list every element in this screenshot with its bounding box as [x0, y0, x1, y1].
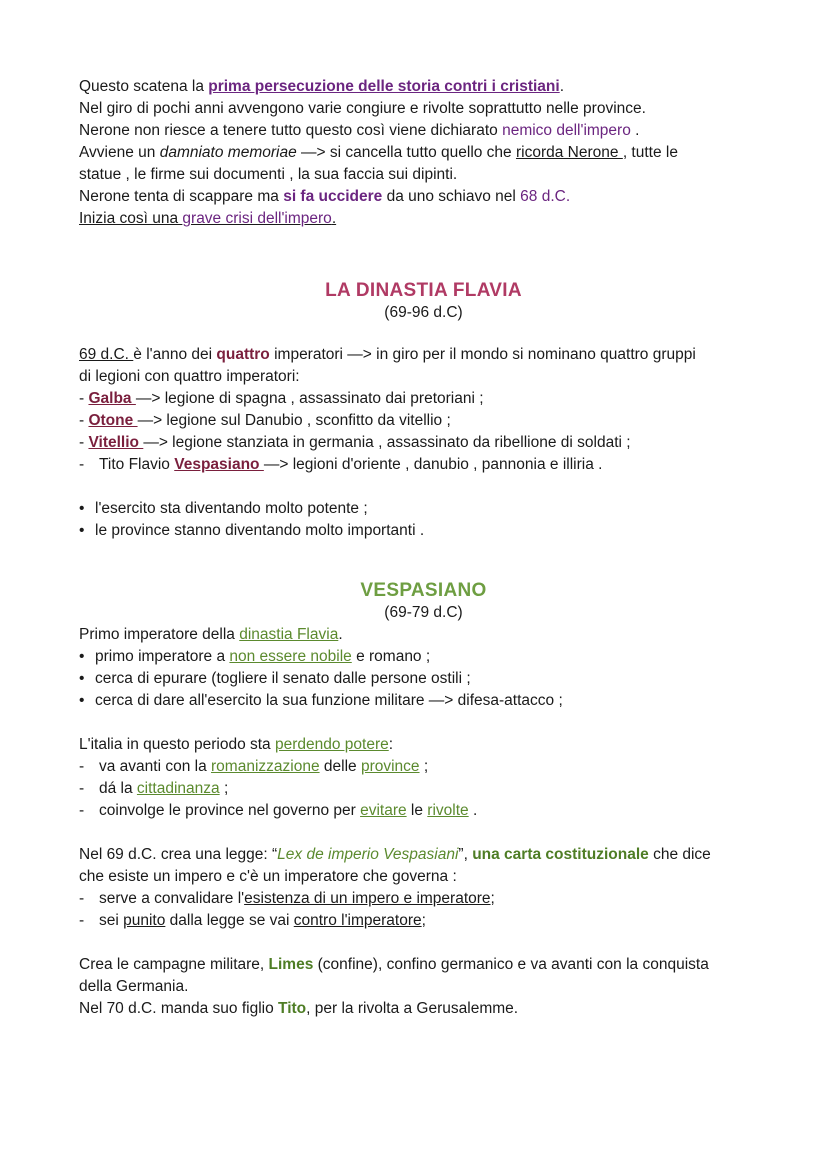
intro-line: Inizia così una grave crisi dell'impero.: [79, 210, 337, 227]
list-item: - Vitellio —> legione stanziata in germania , assassinato da ribellione di soldati ;: [79, 434, 631, 451]
section-title: VESPASIANO: [360, 580, 487, 601]
paragraph-line: Nel 69 d.C. crea una legge: “Lex de imperio Vespasiani”, una carta costituzionale che dice: [79, 846, 711, 863]
list-item: - dá la cittadinanza ;: [79, 780, 229, 797]
section-dates: (69-96 d.C): [384, 304, 463, 321]
section-dates: (69-79 d.C): [384, 604, 463, 621]
list-item: - Tito Flavio Vespasiano —> legioni d'oriente , danubio , pannonia e illiria .: [79, 456, 603, 473]
list-item: - Galba —> legione di spagna , assassinato dai pretoriani ;: [79, 390, 484, 407]
list-item: - sei punito dalla legge se vai contro l'imperatore;: [79, 912, 426, 929]
section-flavia: [79, 280, 768, 542]
paragraph-line: 69 d.C. è l'anno dei quattro imperatori —> in giro per il mondo si nominano quattro gruppi: [79, 346, 696, 363]
bullet-item: • le province stanno diventando molto importanti .: [79, 520, 768, 542]
intro-line: Avviene un damniato memoriae —> si cancella tutto quello che ricorda Nerone , tutte le: [79, 144, 678, 161]
list-item: - coinvolge le province nel governo per evitare le rivolte .: [79, 802, 478, 819]
list-item: - va avanti con la romanizzazione delle province ;: [79, 758, 429, 775]
paragraph-line: Primo imperatore della dinastia Flavia.: [79, 626, 343, 643]
paragraph-line: che esiste un impero e c'è un imperatore che governa :: [79, 868, 457, 885]
highlight-persecution: prima persecuzione delle storia contri i cristiani: [208, 78, 560, 95]
intro-paragraph: [79, 76, 768, 230]
intro-line: Nerone tenta di scappare ma si fa uccidere da uno schiavo nel 68 d.C.: [79, 188, 571, 205]
highlight-enemy: nemico dell'impero: [502, 122, 631, 139]
section-vespasiano: [79, 580, 768, 1020]
list-item: - Otone —> legione sul Danubio , sconfitto da vitellio ;: [79, 412, 451, 429]
bullet-item: • primo imperatore a non essere nobile e romano ;: [79, 646, 768, 668]
list-item: - serve a convalidare l'esistenza di un impero e imperatore;: [79, 890, 495, 907]
paragraph-line: di legioni con quattro imperatori:: [79, 368, 300, 385]
bullet-item: • cerca di dare all'esercito la sua funzione militare —> difesa-attacco ;: [79, 690, 768, 712]
paragraph-line: L'italia in questo periodo sta perdendo potere:: [79, 736, 394, 753]
paragraph-line: della Germania.: [79, 978, 189, 995]
paragraph-line: Crea le campagne militare, Limes (confine), confino germanico e va avanti con la conquista: [79, 956, 709, 973]
intro-line: Questo scatena la prima persecuzione delle storia contri i cristiani.: [79, 78, 565, 95]
bullet-item: • cerca di epurare (togliere il senato dalle persone ostili ;: [79, 668, 768, 690]
paragraph-line: Nel 70 d.C. manda suo figlio Tito, per la rivolta a Gerusalemme.: [79, 1000, 519, 1017]
section-title: LA DINASTIA FLAVIA: [325, 280, 522, 301]
intro-line: Nel giro di pochi anni avvengono varie congiure e rivolte soprattutto nelle province.: [79, 100, 646, 117]
intro-line: Nerone non riesce a tenere tutto questo così viene dichiarato nemico dell'impero .: [79, 122, 640, 139]
intro-line: statue , le firme sui documenti , la sua faccia sui dipinti.: [79, 166, 458, 183]
bullet-item: • l'esercito sta diventando molto potente ;: [79, 498, 768, 520]
